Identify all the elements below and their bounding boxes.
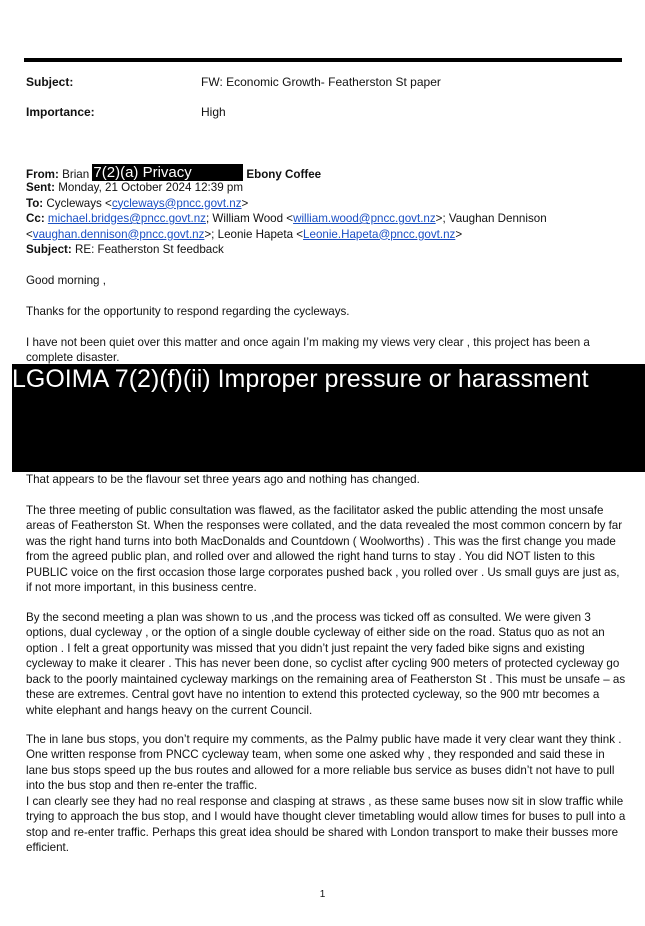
paragraph-second-meeting: By the second meeting a plan was shown to us ,and the process was ticked off as consulted. We were given 3 options, dual cycleway , or the option of a single double cycleway of either side on the road. Status quo as not an option . I felt a great opportunity was missed that you didn’t just repaint the very faded bike signs and existing cycleway to make it clearer . This has never been done, so cyclist after cycling 900 meters of protected cycleway go back to the poorly maintained cycleway markings on the remaining area of Featherston St . This must be unsafe – as these are extremes. Central govt have no intention to extend this protected cycleway, so the 900 mtr becomes a white elephant and hangs heavy on the current Council.	[26, 610, 626, 717]
cc-close-4: >	[455, 227, 463, 241]
paragraph-consultation: The three meeting of public consultation was flawed, as the facilitator asked the public attending the most unsafe areas of Featherston St. When the responses were collated, and the data revealed the most common concern by far was the right hand turns into both MacDonalds and Countdown ( Woolworths) . This was the first change you made from the agreed public plan, and rolled over and allowed the right hand turns to stay . You did NOT listen to this PUBLIC voice on the first occasion those large corporates pushed back , you rolled over . Us small guys are just as, if not more important, in this business centre.	[26, 503, 623, 594]
to-close: >	[241, 196, 249, 210]
meta-importance-value: High	[201, 105, 226, 119]
page-number: 1	[319, 889, 326, 900]
cc-email-link-3[interactable]: vaughan.dennison@pncc.govt.nz	[32, 227, 205, 241]
email-cc-line-2	[26, 227, 462, 243]
paragraph-clasping: I can clearly see they had no real response and clasping at straws , as these same buses now sit in slow traffic while trying to approach the bus stop, and I would have thought clever timetabling would allow times for buses to pull into a stop and re-enter traffic. Perhaps this great idea should be shared with London transport to make their busses more efficient.	[26, 794, 626, 854]
from-org: Ebony Coffee	[246, 168, 322, 181]
email-to-line	[26, 196, 248, 212]
email-subject-label: Subject:	[26, 243, 72, 256]
email-cc-line	[26, 211, 547, 227]
meta-subject-value: FW: Economic Growth- Featherston St paper	[201, 75, 441, 89]
email-subject-line	[26, 242, 224, 258]
cc-email-link-1[interactable]: michael.bridges@pncc.govt.nz	[47, 212, 206, 225]
to-email-link[interactable]: cycleways@pncc.govt.nz	[111, 196, 242, 210]
paragraph-disaster: I have not been quiet over this matter and once again I’m making my views very clear , this project has been a complete disaster.	[26, 335, 590, 364]
paragraph-flavour: That appears to be the flavour set three years ago and nothing has changed.	[26, 473, 420, 486]
redaction-label: LGOIMA 7(2)(f)(ii) Improper pressure or harassment	[12, 365, 589, 393]
paragraph-bus-stops: The in lane bus stops, you don’t require my comments, as the Palmy public have made it very clear want they think . One written response from PNCC cycleway team, when some one asked why , they responded and said these in lane bus stops speed up the bus routes and allowed for a more reliable bus service as buses didn’t not have to pull into the bus stop and then re-enter the traffic.	[26, 732, 622, 792]
meta-subject-label: Subject:	[26, 75, 74, 89]
header-rule	[24, 58, 622, 62]
cc-open-3: <	[26, 227, 33, 241]
email-sent-line	[26, 180, 243, 196]
email-subject-value: RE: Featherston St feedback	[74, 243, 224, 256]
from-label: From:	[26, 168, 59, 181]
cc-sep-1: ; William Wood <	[205, 212, 294, 225]
from-name: Brian	[62, 168, 90, 181]
cc-label: Cc:	[26, 212, 45, 225]
cc-sep-2: >; Vaughan Dennison	[435, 212, 547, 225]
lgoima-redaction-block	[12, 364, 645, 472]
greeting: Good morning ,	[26, 274, 106, 287]
sent-value: Monday, 21 October 2024 12:39 pm	[58, 181, 243, 194]
cc-sep-3: >; Leonie Hapeta <	[204, 227, 304, 241]
to-label: To:	[26, 196, 44, 210]
to-name: Cycleways <	[46, 196, 112, 210]
cc-email-link-2[interactable]: william.wood@pncc.govt.nz	[293, 212, 436, 225]
sent-label: Sent:	[26, 181, 55, 194]
cc-email-link-4[interactable]: Leonie.Hapeta@pncc.govt.nz	[303, 227, 456, 241]
meta-importance-label: Importance:	[26, 105, 95, 119]
paragraph-thanks: Thanks for the opportunity to respond regarding the cycleways.	[26, 304, 350, 318]
privacy-redaction: 7(2)(a) Privacy	[92, 164, 243, 181]
